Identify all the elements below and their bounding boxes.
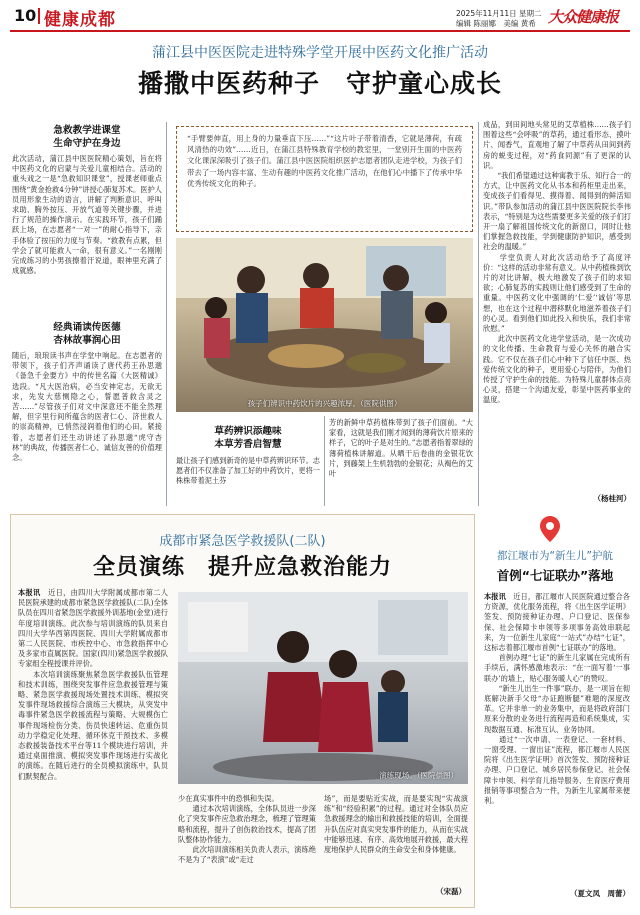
photo-caption-1: 孩子们辨识中药饮片的兴趣浓厚。（医院供图） bbox=[247, 399, 402, 408]
story1-headline: 播撒中医药种子 守护童心成长 bbox=[137, 69, 502, 98]
story2-col1: 近日，由四川大学附属成都市第二人民医院承建的成都市紧急医学救援队(二队)全体队员在四川省紧急医学救援外训基地(金堂)进行年度培训演练。此次参与培训演练的队员来自四川大学华西第四医院、四川大学附属成都市第二人民医院、市疾控中心、市急救指挥中心及多家市直属医院。国家(四川)紧急医学救援队专家组全程授课并评价。 本次培训演练聚焦紧急医学救援队伍管理和技术训练，围绕突发事件应急救援管理与策略、紧急医学救援现场处置技术训练、模拟突发事件现场救援综合演练三大模块，从突发中毒事件紧急医学救援流程与策略、大规模伤亡事件现场检伤分类、伤员快速转运、危重伤员动力学稳定化处理、循环休克干预技术、多模态救援装备技术平台等11个模块进行培训，并通过桌面推演、模拟突发事件现场进行实战化的演练。在随后进行的全员模拟演练中，队员们默契配合。 bbox=[18, 588, 168, 781]
story1-kicker: 蒲江县中医医院走进特殊学堂开展中医药文化推广活动 bbox=[152, 45, 488, 61]
lead-label: 本报讯 bbox=[484, 592, 506, 601]
subhead-first-aid-2: 生命守护在身边 bbox=[53, 138, 121, 149]
story1-col4: 成品，到田间地头常见的艾草植株……孩子们围着这些“会呼吸”的草药，通过看形态、摸叶片、闻香气，直观地了解了中草药从田间到药房的蜕变过程，对“药食同源”有了更深的认识。 “我们希望通过这种寓教于乐、知行合一的方式，让中医药文化从书本和药柜里走出来，变成孩子们看得见、摸得着、闻得到的鲜活知识。”带队参加活动的蒲江县中医医院院长李伟表示，“特别是为这些需要更多关爱的孩子们打开一扇了解祖国传统文化的新窗口，同时让他们掌握急救技能，学到健康防护知识，感受到社会的温暖。” 学堂负责人对此次活动给予了高度评价：“这样的活动非常有意义。从中药植株到饮片的对比讲解，极大地激发了孩子们的求知欲；心肺复苏的实践则让他们感受到了生命的重量。中医药文化中强调的‘仁爱’‘诚信’等思想，也在这个过程中潜移默化地滋养着孩子们的心灵。看到他们如此投入和快乐，我们非常欣慰。” 此次中医药文化进学堂活动，是一次成功的文化传播、生命教育与爱心关怀的融合实践。它不仅在孩子们心中种下了信任中医、热爱传统文化的种子，更用爱心与陪伴，为他们传授了守护生命的技能。为特殊儿童群体点亮心灵，搭建一个沟通友爱，彰显中医药事业的温度。 bbox=[483, 120, 631, 405]
story3-headline: 首例“七证联办”落地 bbox=[496, 568, 614, 583]
photo-drill-scene bbox=[178, 592, 468, 784]
intro-quote-box bbox=[176, 126, 473, 232]
subhead-first-aid-1: 急救教学进课堂 bbox=[53, 125, 121, 136]
subhead-herbs-1: 草药辨识添趣味 bbox=[214, 426, 282, 437]
story3-byline: （夏文凤 周蕾） bbox=[570, 889, 630, 898]
story2-lead bbox=[18, 588, 168, 898]
story2-headline: 全员演练 提升应急救治能力 bbox=[92, 554, 392, 580]
header-divider-bar bbox=[38, 8, 40, 24]
story2-byline: （宋磊） bbox=[436, 887, 466, 896]
location-pin-icon bbox=[540, 516, 560, 546]
header-rule bbox=[10, 30, 630, 32]
story1-col1-part2: 随后，琅琅读书声在学堂中响起。在志愿者的带领下，孩子们齐声诵读了唐代药王孙思邈《备急千金要方》中的传世名篇《大医精诚》选段。“凡大医治病，必当安神定志，无欲无求，先发大慈恻隐之心，誓愿普救含灵之苦……”尽管孩子们对文中深意还不能全然理解，但字里行间所蕴含的医者仁心、济世救人的崇高精神，已悄然浸润着他们的心田。紧接着，志愿者们还生动讲述了孙思邈“虎守杏林”的典故，传播医者仁心、诚信友善的价值理念。 bbox=[12, 351, 162, 463]
subhead-classics-1: 经典诵读传医德 bbox=[53, 322, 121, 333]
masthead-logo: 大众健康报 bbox=[548, 8, 619, 26]
lead-label: 本报讯 bbox=[18, 588, 41, 597]
story2-col3: 场”，而是要贴近实战，而是要实现“实战演练”和“经验积累”的过程。通过对全体队员应急救援理念的输出和救援技能的培训，全面提升队伍应对真实突发事件的能力，从而在实战中能够迅速、有序、高效地展开救援，最大程度地保护人民群众的生命安全和身体健康。 bbox=[324, 794, 468, 855]
section-title: 健康成都 bbox=[44, 10, 116, 30]
subhead-classics-2: 杏林故事润心田 bbox=[53, 335, 121, 346]
story1-col3: 芳的新鲜中草药植株带到了孩子们面前。“大家看，这就是我们刚才闻到的薄荷饮片原来的样子，它的叶子是对生的。”志愿者指着翠绿的薄荷植株讲解道。从晒干后卷曲的金银花饮片，到藤架上生机勃勃的金银花；从褐色的艾叶 bbox=[329, 418, 473, 479]
column-separator bbox=[478, 122, 479, 506]
editors-credit: 编辑 陈丽娜 美编 黄希 bbox=[456, 19, 536, 28]
issue-date: 2025年11月11日 星期二 bbox=[456, 9, 542, 18]
story3-body: 近日，都江堰市人民医院通过整合各方资源，优化服务流程，将《出生医学证明》签发、预防接种证办理、户口登记、医保参保、社会保障卡申领等多项事务高效串联起来，为一位新生儿家庭“一站式”办结“七证”，这标志着都江堰市首例“七证联办”的落地。 首例办理“七证”的新生儿家属在完成所有手续后，满怀感激地表示：“在一面写着‘一事联办’的墙上，贴心服务暖人心”的赞叹。 “新生儿出生一件事”联办，是一项旨在彻底解决新手父母“办证跑断腿”难题的深度改革。它并非单一的业务集中，而是将政府部门原来分散的业务进行流程再造和系统集成，实现数据互通、标准互认、业务协同。 通过“一次申请、一表登记、一套材料、一窗受理、一窗出证”流程，都江堰市人民医院将《出生医学证明》首次签发、预防接种证办理、户口登记、城乡居民参保登记、社会保障卡申领、科学育儿指导服务、生育医疗费用报销等事项整合为一件，为新生儿家属带来便利。 bbox=[484, 592, 630, 806]
story3-body-wrap bbox=[484, 592, 630, 888]
page-header bbox=[0, 0, 640, 32]
page-number: 10 bbox=[14, 6, 37, 25]
photo-illustration bbox=[176, 238, 473, 412]
photo-caption-2: 演练现场。（医院供图） bbox=[379, 771, 458, 780]
story3-kicker: 都江堰市为“新生儿”护航 bbox=[497, 550, 613, 562]
column-separator bbox=[166, 122, 167, 506]
story1-byline: （杨桂河） bbox=[593, 494, 631, 503]
story2-col2: 少在真实事件中的恐惧和失误。 通过本次培训演练，全体队员进一步深化了突发事件应急救治理念，梳理了管理策略和流程，提升了创伤救治技术，提高了团队整体协作能力。 此次培训演练相关负责人表示，演练绝不是为了“表演”或“走过 bbox=[178, 794, 316, 865]
intro-quote-text: “手臂要伸直，用上身的力量垂直下压……”“这片叶子带着清香，它就是薄荷，有疏风清热的功效”……近日，在蒲江县特殊教育学校的教室里，一堂别开生面的中医药文化课深深吸引了孩子们。蒲江县中医医院组织医护志愿者团队走进学校，为孩子们带去了一场内容丰富、生动有趣的中医药文化推广活动，在他们心中播下了传承中华优秀传统文化的种子。 bbox=[187, 134, 462, 188]
photo-illustration bbox=[178, 592, 468, 784]
story1-col1-part1: 此次活动，蒲江县中医医院精心策划，旨在将中医药文化的启蒙与关爱儿童相结合。活动的重头戏之一是“急救知识课堂”，授课老师重点围绕“黄金抢救4分钟”讲授心肺复苏术。医护人员用形象生动的语言，讲解了判断意识、呼叫求助、胸外按压、开放气道等关键步骤，并进行了规范的操作演示。在实践环节，孩子们踊跃上场，在志愿者“一对一”的耐心指导下，亲手体验了按压的力度与节奏。“救教有点累，但学会了就可能救人一命，很有意义。”一名刚刚完成练习的小男孩擦着汗说道，眼神里充满了成就感。 bbox=[12, 154, 162, 276]
story2-kicker: 成都市紧急医学救援队(二队) bbox=[159, 534, 326, 549]
column-separator bbox=[324, 416, 325, 506]
story1-col2: 最让孩子们感到新奇的是中草药辨识环节。志愿者们不仅准备了加工好的中药饮片，更将一株株带着泥土芬 bbox=[176, 456, 320, 486]
photo-children-herbs bbox=[176, 238, 473, 412]
subhead-herbs-2: 本草芳香启智慧 bbox=[214, 439, 282, 450]
